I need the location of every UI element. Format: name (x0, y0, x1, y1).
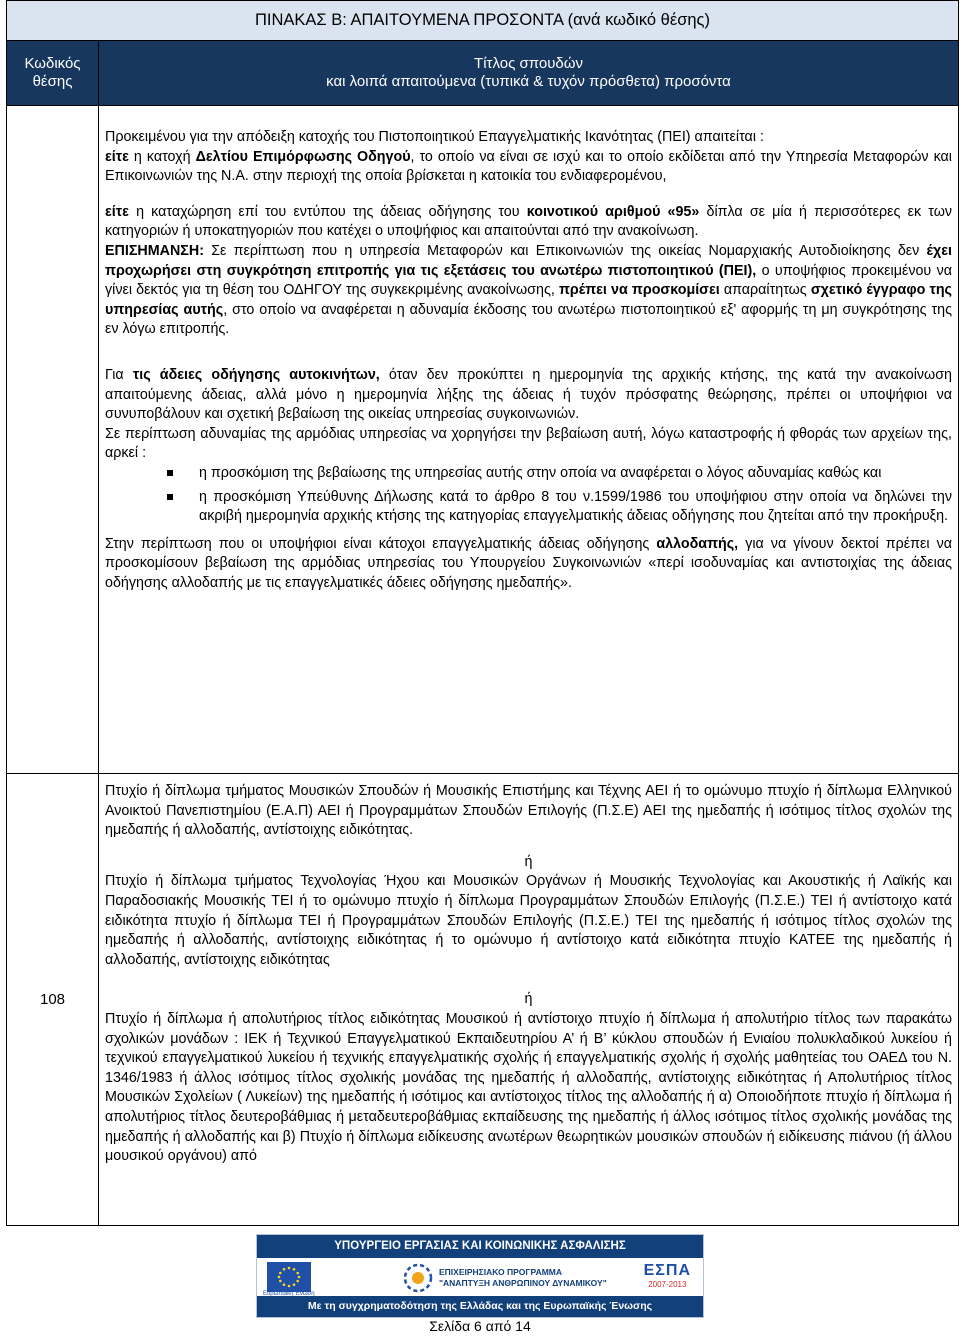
paragraph-inability: Σε περίπτωση αδυναμίας της αρμόδιας υπηρεσίας να χορηγήσει την βεβαίωση αυτή, λόγω καταστροφής ή φθοράς των αρχείων της, αρκεί : (105, 425, 952, 462)
program-name: ΕΠΙΧΕΙΡΗΣΙΑΚΟ ΠΡΟΓΡΑΜΜΑ "ΑΝΑΠΤΥΞΗ ΑΝΘΡΩΠΙΝΟΥ ΔΥΝΑΜΙΚΟΥ" (439, 1267, 607, 1288)
list-item: η προσκόμιση Υπεύθυνης Δήλωσης κατά το άρθρο 8 του ν.1599/1986 του υποψήφιου στην οποία να δηλώνει την ακριβή ημερομηνία αρχικής κτήσης της κατηγορίας επαγγελματικής άδειας οδήγησης που ζητείται από την προκήρυξη. (167, 488, 952, 527)
column-header-code: Κωδικός θέσης (7, 41, 99, 106)
funding-banner (256, 1234, 704, 1318)
requirements-table (6, 0, 959, 1226)
eu-flag-icon (267, 1262, 311, 1292)
paragraph-notice: ΕΠΙΣΗΜΑΝΣΗ: Σε περίπτωση που η υπηρεσία Μεταφορών και Επικοινωνιών της οικείας Νομαρχιακής Αυτοδιοίκησης δεν έχει προχωρήσει στη συγκρότηση επιτροπής για τις εξετάσεις του ανωτέρω πιστοποιητικού (ΠΕΙ), ο υποψήφιος προκειμένου να γίνει δεκτός για τη θέση του ΟΔΗΓΟΥ της συγκεκριμένης ανακοίνωσης, πρέπει να προσκομίσει απαραίτητως σχετικό έγγραφο της υπηρεσίας αυτής, στο οποίο να αναφέρεται η αδυναμία έκδοσης του ανωτέρω πιστοποιητικού εξ' αφορμής τη μη συγκρότησης της εν λόγω επιτροπής. (105, 242, 952, 338)
espa-logo: ΕΣΠΑ 2007-2013 (643, 1262, 691, 1289)
or-separator: ή (524, 853, 533, 870)
requirements-list (105, 464, 952, 527)
row-qualifications-text (99, 106, 959, 774)
cofunding-text: Με τη συγχρηματοδότηση της Ελλάδας και της Ευρωπαϊκής Ένωσης (257, 1296, 703, 1317)
column-header-qualifications: Τίτλος σπουδών και λοιπά απαιτούμενα (τυπικά & τυχόν πρόσθετα) προσόντα (99, 41, 959, 106)
table-title: ΠΙΝΑΚΑΣ Β: ΑΠΑΙΤΟΥΜΕΝΑ ΠΡΟΣΟΝΤΑ (ανά κωδικό θέσης) (7, 1, 959, 41)
table-row (7, 106, 959, 774)
table-row (7, 774, 959, 1226)
paragraph-secondary: Πτυχίο ή δίπλωμα ή απολυτήριος τίτλος ειδικότητας Μουσικού ή αντίστοιχο πτυχίο ή δίπλωμα ή απολυτήριο τίτλος των παρακάτω σχολικών μονάδων : ΙΕΚ ή Τεχνικού Επαγγελματικού Εκπαιδευτηρίου Α’ ή Β’ κύκλου σπουδών ή Ενιαίου πολυκλαδικού λυκείου ή τεχνικού επαγγελματικού λυκείου ή τεχνικής επαγγελματικής σχολής ή επαγγελματικής σχολής ή σχολής μαθητείας του ΟΑΕΔ του Ν. 1346/1983 ή άλλος ισότιμος τίτλος σχολικής μονάδας της ημεδαπής ή αλλοδαπής, αντίστοιχης ειδικότητας ή Απολυτήριος τίτλος Μουσικών Σχολείων ( Λυκείων) της ημεδαπής ή ισότιμος και αντίστοιχος τίτλος της αλλοδαπής ή α) Οποιοδήποτε πτυχίο ή δίπλωμα ή απολυτήριος τίτλος δευτεροβάθμιας ή μεταδευτεροβάθμιας εκπαίδευσης της ημεδαπής ή άλλος ισότιμος τίτλος σχολικής μονάδας της ημεδαπής ή αλλοδαπής και β) Πτυχίο ή δίπλωμα ειδίκευσης ανωτέρων θεωρητικών μουσικών σπουδών ή ειδίκευσης πιάνου (ή άλλου μουσικού οργάνου) από (105, 1010, 952, 1165)
paragraph-foreign-licence: Στην περίπτωση που οι υποψήφιοι είναι κάτοχοι επαγγελματικής άδειας οδήγησης αλλοδαπής, για να γίνουν δεκτοί πρέπει να προσκομίσουν βεβαίωση της αρμόδιας υπηρεσίας του Υπουργείου Συγκοινωνιών «περί ισοδυναμίας και αντιστοιχίας της άδειας οδήγησης αλλοδαπής με τις επαγγελματικές άδειες οδήγησης ημεδαπής». (105, 535, 952, 591)
list-item: η προσκόμιση της βεβαίωσης της υπηρεσίας αυτής στην οποία να αναφέρεται ο λόγος αδυναμίας καθώς και (167, 464, 952, 484)
paragraph-number-95: είτε η καταχώρηση επί του εντύπου της άδειας οδήγησης του κοινοτικού αριθμού «95» δίπλα σε μία ή περισσότερες εκ των κατηγοριών ή υποκατηγοριών που κατέχει ο υποψήφιος και απαιτούνται από την ανακοίνωση. (105, 203, 953, 240)
row-code-empty (7, 106, 99, 774)
or-separator: ή (524, 991, 533, 1008)
paragraph-tei: Πτυχίο ή δίπλωμα τμήματος Τεχνολογίας Ήχου και Μουσικών Οργάνων ή Μουσικής Τεχνολογίας και Ακουστικής ή Λαϊκής και Παραδοσιακής Μουσικής ΤΕΙ ή το ομώνυμο πτυχίο ή δίπλωμα Προγραμμάτων Σπουδών Επιλογής (Π.Σ.Ε.) ΤΕΙ ή αντίστοιχο κατά ειδικότητα πτυχίο ή δίπλωμα ΤΕΙ ή Προγραμμάτων Σπουδών Επιλογής (Π.Σ.Ε.) ΤΕΙ της ημεδαπής ή ισότιμος τίτλος σχολών της ημεδαπής ή αλλοδαπής, αντίστοιχης ειδικότητας ή το ομώνυμο ή αντίστοιχο κατά ειδικότητα πτυχίο ΚΑΤΕΕ της ημεδαπής ή αλλοδαπής, αντίστοιχης ειδικότητας (105, 873, 952, 968)
position-code: 108 (7, 774, 99, 1226)
ministry-title: ΥΠΟΥΡΓΕΙΟ ΕΡΓΑΣΙΑΣ ΚΑΙ ΚΟΙΝΩΝΙΚΗΣ ΑΣΦΑΛΙΣΗΣ (257, 1235, 703, 1258)
paragraph-driving-licences: Για τις άδειες οδήγησης αυτοκινήτων, όταν δεν προκύπτει η ημερομηνία της αρχικής κτήσης, της κατά την ανακοίνωση απαιτούμενης άδειας, αλλά μόνο η ημερομηνία λήξης της άδειας ή τυχόν πρόσφατης θεώρησης, πρέπει οι υποψήφιοι να συνυποβάλουν και σχετική βεβαίωση της οικείας υπηρεσίας συγκοινωνιών. (105, 366, 952, 423)
paragraph-aei: Πτυχίο ή δίπλωμα τμήματος Μουσικών Σπουδών ή Μουσικής Επιστήμης και Τέχνης ΑΕΙ ή το ομώνυμο πτυχίο ή δίπλωμα Ελληνικού Ανοικτού Πανεπιστημίου (Ε.Α.Π) ΑΕΙ ή Προγραμμάτων Σπουδών Επιλογής (Π.Σ.Ε) ΑΕΙ της ημεδαπής ή ισότιμος τίτλος σχολών της ημεδαπής ή αλλοδαπής, αντίστοιχης ειδικότητας. (105, 783, 952, 839)
page-number: Σελίδα 6 από 14 (429, 1318, 531, 1334)
paragraph-pei-intro: Προκειμένου για την απόδειξη κατοχής του Πιστοποιητικού Επαγγελματικής Ικανότητας (ΠΕΙ) απαιτείται : είτε η κατοχή Δελτίου Επιμόρφωσης Οδηγού, το οποίο να είναι σε ισχύ και το οποίο εκδίδεται από την Υπηρεσία Μεταφορών και Επικοινωνιών της Ν.Α. στην περιοχή της οποία βρίσκεται η κατοικία του ενδιαφερομένου, (105, 129, 952, 185)
row-qualifications-text (99, 774, 959, 1226)
program-emblem-icon (403, 1263, 433, 1293)
eu-caption: Ευρωπαϊκή Ένωση (263, 1291, 315, 1297)
